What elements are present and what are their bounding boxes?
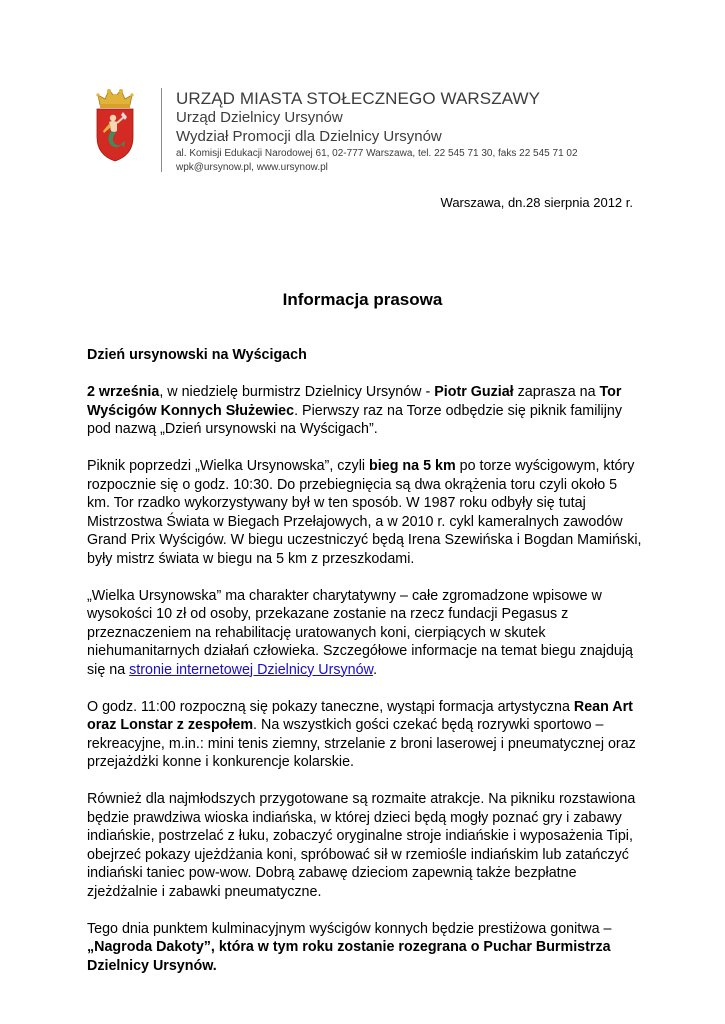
bold-run-distance: bieg na 5 km bbox=[369, 458, 456, 474]
text-span: zaprasza na bbox=[513, 384, 600, 400]
bold-venue: Tor Wyścigów Konnych Służewiec bbox=[87, 384, 622, 419]
bold-mayor-name: Piotr Guział bbox=[434, 384, 514, 400]
section-heading-text: Dzień ursynowski na Wyścigach bbox=[87, 347, 307, 363]
bold-race-name: „Nagroda Dakoty”, która w tym roku zostanie rozegrana o Puchar Burmistrza Dzielnicy Ursynów. bbox=[87, 939, 611, 974]
warsaw-coat-of-arms-icon bbox=[92, 87, 138, 163]
paragraph-2 bbox=[87, 457, 643, 568]
bold-date: 2 września bbox=[87, 384, 160, 400]
letterhead-city-office: URZĄD MIASTA STOŁECZNEGO WARSZAWY bbox=[176, 89, 541, 108]
paragraph-3 bbox=[87, 587, 643, 680]
district-website-link[interactable]: stronie internetowej Dzielnicy Ursynów bbox=[129, 661, 374, 678]
section-heading bbox=[87, 346, 643, 365]
text-span: Tego dnia punktem kulminacyjnym wyścigów konnych będzie prestiżowa gonitwa – bbox=[87, 920, 612, 937]
letterhead-district-office: Urząd Dzielnicy Ursynów bbox=[176, 109, 343, 126]
document-date: Warszawa, dn.28 sierpnia 2012 r. bbox=[440, 195, 633, 210]
text-span: . Pierwszy raz na Torze odbędzie się piknik familijny pod nazwą „Dzień ursynowski na Wyścigach”. bbox=[87, 402, 623, 437]
text-span: . Na wszystkich gości czekać będą rozrywki sportowo – rekreacyjne, m.in.: mini tenis ziemny, strzelanie z broni laserowej i pneumatycznej oraz przejażdżki konne i konkurencje kolarskie. bbox=[87, 717, 636, 770]
text-span: , w niedzielę burmistrz Dzielnicy Ursynów - bbox=[159, 384, 435, 400]
paragraph-5: Również dla najmłodszych przygotowane są rozmaite atrakcje. Na pikniku rozstawiona będzie prawdziwa wioska indiańska, w której dzieci będą mogły poznać gry i zabawy indiańskie, postrzelać z łuku, zobaczyć oryginalne stroje indiańskie i wyposażenia Tipi, obejrzeć pokazy ujeżdżania koni, spróbować sił w rzemiośle indiańskim lub zatańczyć indiański taniec pow-wow. Dobrą zabawę dzieciom zapewnią także bezpłatne zjeżdżalnie i zabawki pneumatyczne. bbox=[87, 791, 636, 900]
document-title: Informacja prasowa bbox=[282, 290, 443, 309]
text-span: po torze wyścigowym, który rozpocznie się o godz. 10:30. Do przebiegnięcia są dwa okrążenia toru czyli około 5 km. Tor rzadko wykorzystywany był w ten sposób. W 1987 roku odbyły się tutaj Mistrzostwa Świata w Biegach Przełajowych, a w 2010 r. cykl kameralnych zawodów Grand Prix Wyścigów. W biegu uczestniczyć będą Irena Szewińska i Bogdan Mamiński, były mistrz świata w biegu na 5 km z przeszkodami. bbox=[87, 458, 642, 567]
text-span: . bbox=[373, 661, 378, 678]
letterhead-address: al. Komisji Edukacji Narodowej 61, 02-777 Warszawa, tel. 22 545 71 30, faks 22 545 71 02 bbox=[176, 148, 578, 159]
text-span: „Wielka Ursynowska” ma charakter charytatywny – całe zgromadzone wpisowe w wysokości 10 zł od osoby, przekazane zostanie na rzecz fundacji Pegasus z przeznaczeniem na rehabilitację uratowanych koni, cierpiących w skutek niehumanitarnych działań człowieka. Szczegółowe informacje na temat biegu znajdują się na bbox=[87, 587, 633, 678]
letterhead-contact: wpk@ursynow.pl, www.ursynow.pl bbox=[176, 162, 328, 173]
letterhead-divider bbox=[161, 88, 162, 172]
paragraph-6 bbox=[87, 920, 643, 976]
text-span: O godz. 11:00 rozpoczną się pokazy taneczne, wystąpi formacja artystyczna bbox=[87, 698, 574, 715]
text-span: Piknik poprzedzi „Wielka Ursynowska”, czyli bbox=[87, 458, 370, 474]
letterhead-department: Wydział Promocji dla Dzielnicy Ursynów bbox=[176, 128, 442, 145]
paragraph-4 bbox=[87, 698, 643, 772]
bold-performers: Rean Art oraz Lonstar z zespołem bbox=[87, 698, 633, 733]
document-body bbox=[87, 346, 643, 994]
paragraph-1 bbox=[87, 383, 643, 439]
